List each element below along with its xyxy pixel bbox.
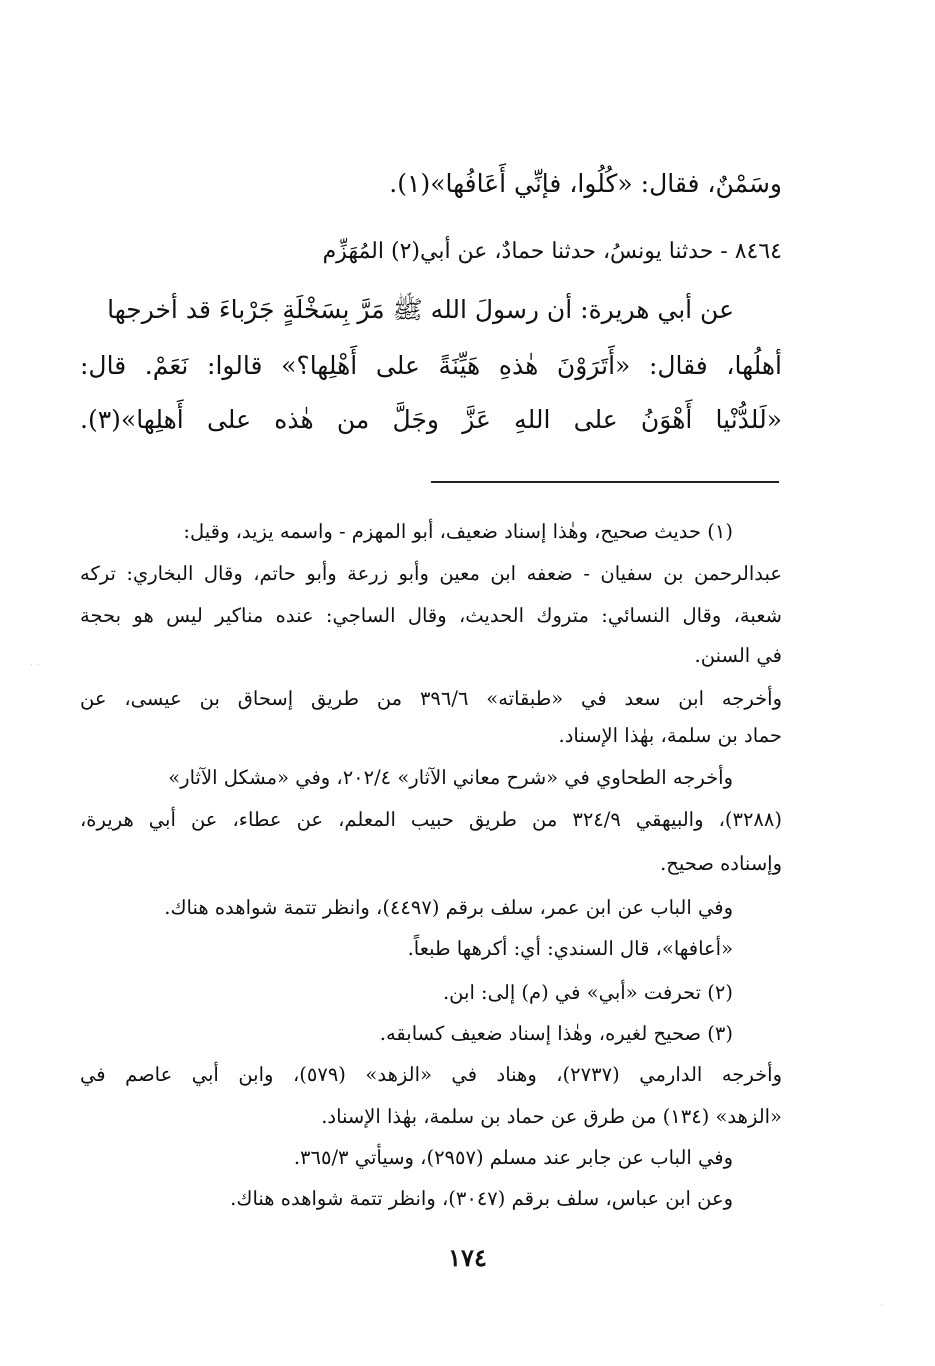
- footnote-2: (٢) تحرفت «أبي» في (م) إلى: ابن.: [442, 981, 733, 1004]
- footnote-3-line-2: وأخرجه الدارمي (٢٧٣٧)، وهناد في «الزهد» (٥٧٩)، وابن أبي عاصم في: [80, 1063, 783, 1086]
- main-text-line-4: أهلُها، فقال: «أَتَرَوْنَ هٰذهِ هَيِّنَةً على أَهْلِها؟» قالوا: نَعَمْ. قال:: [80, 351, 782, 380]
- footnote-1-line-8: (٣٢٨٨)، والبيهقي ٣٢٤/٩ من طريق حبيب المعلم، عن عطاء، عن أبي هريرة،: [80, 808, 782, 831]
- footnote-1-line-2: عبدالرحمن بن سفيان - ضعفه ابن معين وأبو زرعة وأبو حاتم، وقال البخاري: تركه: [80, 562, 782, 585]
- footnote-1-line-7: وأخرجه الطحاوي في «شرح معاني الآثار» ٢٠٢/٤، وفي «مشكل الآثار»: [168, 766, 733, 789]
- footnote-3-line-5: وعن ابن عباس، سلف برقم (٣٠٤٧)، وانظر تتمة شواهده هناك.: [230, 1187, 733, 1210]
- scan-speck: · ·: [30, 660, 40, 671]
- main-text-line-3: عن أبي هريرة: أن رسولَ الله ﷺ مَرَّ بِسَخْلَةٍ جَرْباءَ قد أخرجها: [107, 295, 734, 324]
- footnote-1-line-5: وأخرجه ابن سعد في «طبقاته» ٣٩٦/٦ من طريق إسحاق بن عيسى، عن: [80, 687, 782, 710]
- footnote-1-line-4: في السنن.: [694, 644, 782, 667]
- footnote-3-line-1: (٣) صحيح لغيره، وهٰذا إسناد ضعيف كسابقه.: [379, 1022, 733, 1045]
- main-text-line-5: «لَلدُّنْيا أَهْوَنُ على اللهِ عَزَّ وجَلَّ من هٰذه على أَهلِها»(٣).: [80, 405, 782, 434]
- footnote-1-line-1: (١) حديث صحيح، وهٰذا إسناد ضعيف، أبو المهزم - واسمه يزيد، وقيل:: [183, 520, 733, 543]
- footnote-1-line-6: حماد بن سلمة، بهٰذا الإسناد.: [558, 724, 782, 747]
- main-text-line-1: وسَمْنٌ، فقال: «كُلُوا، فإنِّي أَعَافُها»(١).: [389, 169, 782, 198]
- footnote-1-line-3: شعبة، وقال النسائي: متروك الحديث، وقال الساجي: عنده مناكير ليس هو بحجة: [80, 604, 782, 627]
- footnote-1-line-10: وفي الباب عن ابن عمر، سلف برقم (٤٤٩٧)، وانظر تتمة شواهده هناك.: [164, 896, 733, 919]
- page-number: ١٧٤: [448, 1243, 487, 1272]
- footnote-1-line-9: وإسناده صحيح.: [660, 852, 782, 875]
- footnote-1-line-11: «أعافها»، قال السندي: أي: أكرهها طبعاً.: [407, 937, 733, 960]
- footnote-3-line-4: وفي الباب عن جابر عند مسلم (٢٩٥٧)، وسيأتي ٣٦٥/٣.: [293, 1146, 733, 1169]
- footnote-separator: [431, 481, 779, 483]
- footnote-3-line-3: «الزهد» (١٣٤) من طرق عن حماد بن سلمة، بهٰذا الإسناد.: [321, 1105, 782, 1128]
- scan-speck: ·: [880, 1300, 884, 1311]
- hadith-number-line: ٨٤٦٤ - حدثنا يونسُ، حدثنا حمادٌ، عن أبي(٢) المُهَزِّم: [322, 239, 782, 264]
